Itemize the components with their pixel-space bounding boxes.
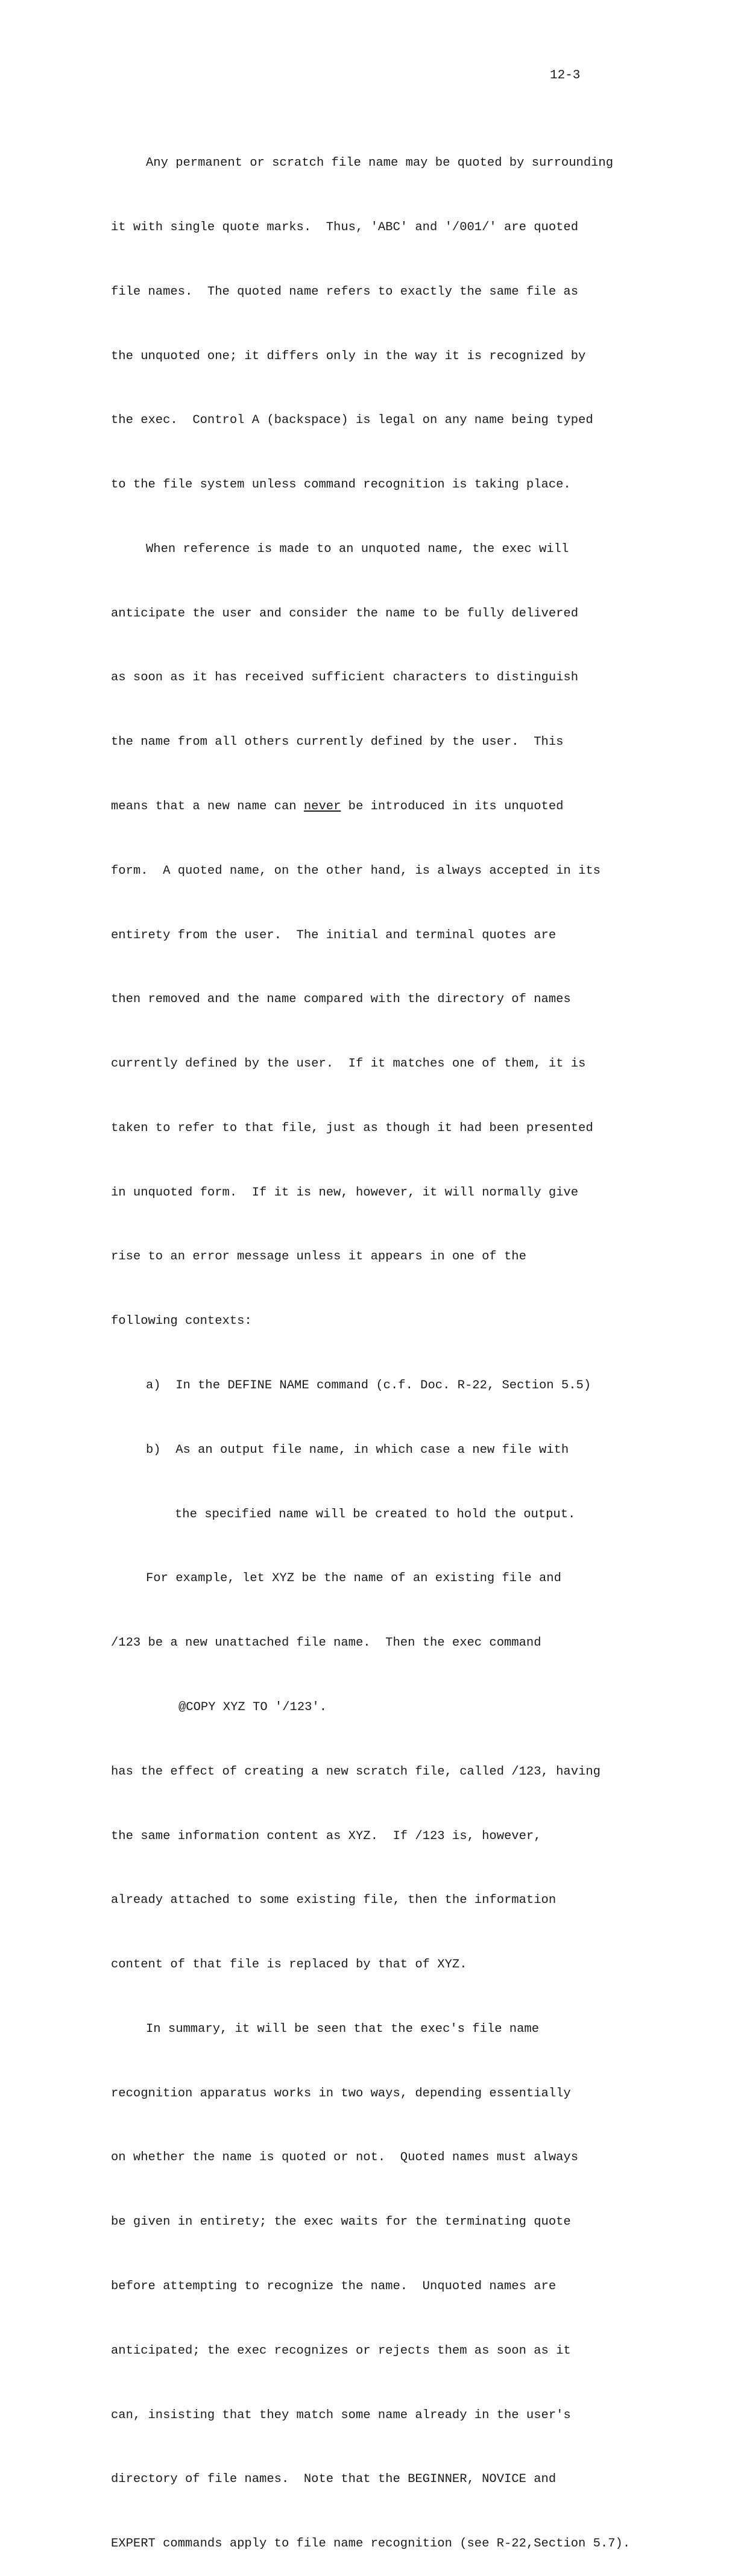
- text-line: taken to refer to that file, just as though it had been presented: [111, 1121, 593, 1135]
- text-line: as soon as it has received sufficient characters to distinguish: [111, 671, 579, 685]
- text-line: the name from all others currently defined by the user. This: [111, 735, 564, 750]
- page-number: 12-3: [550, 69, 581, 83]
- text-line: following contexts:: [111, 1314, 252, 1329]
- text-line: form. A quoted name, on the other hand, is always accepted in its: [111, 863, 601, 878]
- text-line: can, insisting that they match some name already in the user's: [111, 2408, 571, 2422]
- text-line: EXPERT commands apply to file name recognition (see R-22,Section 5.7).: [111, 2537, 631, 2551]
- text-line: /123 be a new unattached file name. Then the exec command: [111, 1636, 541, 1650]
- text-line: anticipated; the exec recognizes or rejects them as soon as it: [111, 2343, 571, 2358]
- command-example: @COPY XYZ TO '/123'.: [178, 1700, 327, 1714]
- text-line: on whether the name is quoted or not. Quoted names must always: [111, 2151, 579, 2165]
- text-line-with-underline: [111, 796, 623, 818]
- list-item: a) In the DEFINE NAME command (c.f. Doc. R-22, Section 5.5): [146, 1379, 591, 1393]
- text-line: When reference is made to an unquoted name, the exec will: [146, 542, 569, 556]
- text-segment: be introduced in its unquoted: [341, 800, 564, 813]
- text-line: before attempting to recognize the name. Unquoted names are: [111, 2279, 557, 2293]
- text-segment: means that a new name can: [111, 800, 304, 813]
- text-line: rise to an error message unless it appears in one of the: [111, 1250, 526, 1264]
- underlined-word: never: [303, 800, 341, 813]
- text-line: entirety from the user. The initial and terminal quotes are: [111, 928, 557, 942]
- text-line: Any permanent or scratch file name may be quoted by surrounding: [146, 156, 614, 171]
- text-line: it with single quote marks. Thus, 'ABC' and '/001/' are quoted: [111, 220, 579, 234]
- text-line: directory of file names. Note that the BEGINNER, NOVICE and: [111, 2472, 557, 2487]
- text-line: the exec. Control A (backspace) is legal on any name being typed: [111, 413, 593, 428]
- text-line: already attached to some existing file, then the information: [111, 1893, 557, 1908]
- text-line: currently defined by the user. If it matches one of them, it is: [111, 1057, 586, 1071]
- text-line: then removed and the name compared with the directory of names: [111, 992, 571, 1007]
- list-item-continuation: the specified name will be created to hold the output.: [175, 1507, 576, 1521]
- text-line: be given in entirety; the exec waits for the terminating quote: [111, 2215, 571, 2230]
- text-line: In summary, it will be seen that the exec's file name: [146, 2022, 540, 2036]
- text-line: to the file system unless command recognition is taking place.: [111, 478, 571, 492]
- text-line: in unquoted form. If it is new, however, it will normally give: [111, 1185, 579, 1200]
- text-line: For example, let XYZ be the name of an existing file and: [146, 1572, 561, 1586]
- text-line: anticipate the user and consider the name to be fully delivered: [111, 606, 579, 621]
- document-body: [111, 110, 631, 2576]
- text-line: file names. The quoted name refers to exactly the same file as: [111, 284, 579, 299]
- list-item: b) As an output file name, in which case a new file with: [146, 1443, 569, 1457]
- text-line: recognition apparatus works in two ways, depending essentially: [111, 2086, 571, 2101]
- text-line: has the effect of creating a new scratch file, called /123, having: [111, 1764, 601, 1779]
- text-line: the same information content as XYZ. If /123 is, however,: [111, 1829, 541, 1843]
- text-line: content of that file is replaced by that of XYZ.: [111, 1958, 467, 1972]
- text-line: the unquoted one; it differs only in the way it is recognized by: [111, 349, 586, 363]
